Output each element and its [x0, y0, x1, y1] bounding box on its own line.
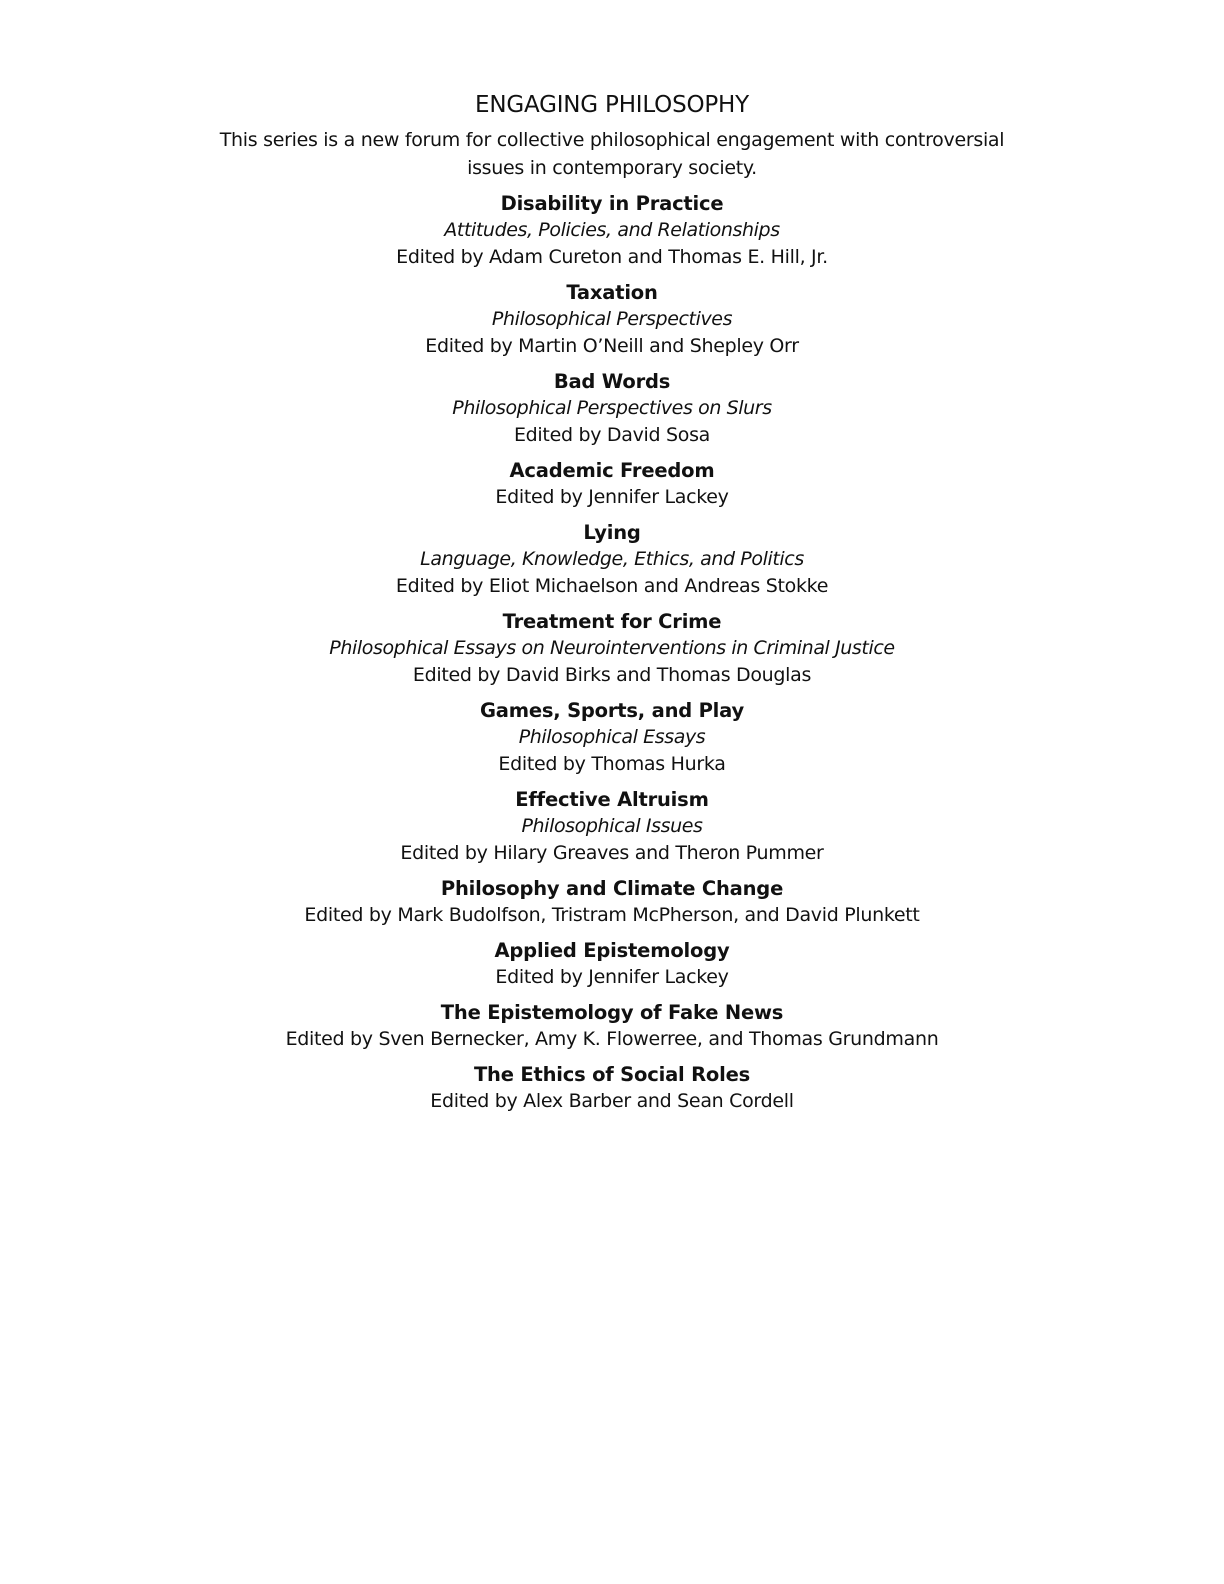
book-title: The Epistemology of Fake News: [440, 1001, 784, 1024]
book-editors: Edited by Alex Barber and Sean Cordell: [430, 1090, 794, 1112]
book-title: Philosophy and Climate Change: [440, 877, 784, 900]
series-page: [0, 90, 1224, 1115]
book-subtitle: Philosophical Essays on Neurointerventions in Criminal Justice: [329, 637, 895, 659]
series-description: This series is a new forum for collective philosophical engagement with controversial issues in contemporary society.: [219, 129, 1005, 179]
book-title: Bad Words: [553, 370, 671, 393]
book-editors: Edited by Martin O’Neill and Shepley Orr: [425, 335, 799, 357]
book-entry: [0, 519, 1224, 600]
book-title: Disability in Practice: [500, 192, 724, 215]
book-title: Academic Freedom: [509, 459, 715, 482]
book-title: Games, Sports, and Play: [479, 699, 745, 722]
book-title: The Ethics of Social Roles: [473, 1063, 751, 1086]
book-subtitle: Philosophical Perspectives on Slurs: [452, 397, 772, 419]
book-title: Effective Altruism: [515, 788, 709, 811]
book-entry: [0, 999, 1224, 1053]
book-title: Taxation: [566, 281, 658, 304]
book-editors: Edited by Jennifer Lackey: [495, 966, 729, 988]
book-subtitle: Philosophical Essays: [518, 726, 706, 748]
book-subtitle: Attitudes, Policies, and Relationships: [444, 219, 780, 241]
book-editors: Edited by David Birks and Thomas Douglas: [412, 664, 812, 686]
book-subtitle: Philosophical Issues: [521, 815, 703, 837]
book-entry: [0, 875, 1224, 929]
book-title: Lying: [583, 521, 641, 544]
book-entry: [0, 368, 1224, 449]
book-entry: [0, 1061, 1224, 1115]
book-entry: [0, 697, 1224, 778]
book-editors: Edited by Mark Budolfson, Tristram McPherson, and David Plunkett: [304, 904, 920, 926]
book-entry: [0, 937, 1224, 991]
book-entry: [0, 608, 1224, 689]
book-editors: Edited by David Sosa: [513, 424, 711, 446]
book-editors: Edited by Eliot Michaelson and Andreas Stokke: [395, 575, 829, 597]
book-entry: [0, 190, 1224, 271]
book-title: Treatment for Crime: [502, 610, 722, 633]
book-title: Applied Epistemology: [494, 939, 730, 962]
book-editors: Edited by Adam Cureton and Thomas E. Hill, Jr.: [396, 246, 828, 268]
book-entry: [0, 279, 1224, 360]
book-subtitle: Philosophical Perspectives: [491, 308, 733, 330]
book-subtitle: Language, Knowledge, Ethics, and Politics: [420, 548, 804, 570]
book-entry: [0, 457, 1224, 511]
series-title: ENGAGING PHILOSOPHY: [475, 92, 749, 118]
book-editors: Edited by Sven Bernecker, Amy K. Flowerree, and Thomas Grundmann: [285, 1028, 939, 1050]
book-entry: [0, 786, 1224, 867]
book-editors: Edited by Thomas Hurka: [498, 753, 726, 775]
book-editors: Edited by Hilary Greaves and Theron Pummer: [400, 842, 824, 864]
book-editors: Edited by Jennifer Lackey: [495, 486, 729, 508]
